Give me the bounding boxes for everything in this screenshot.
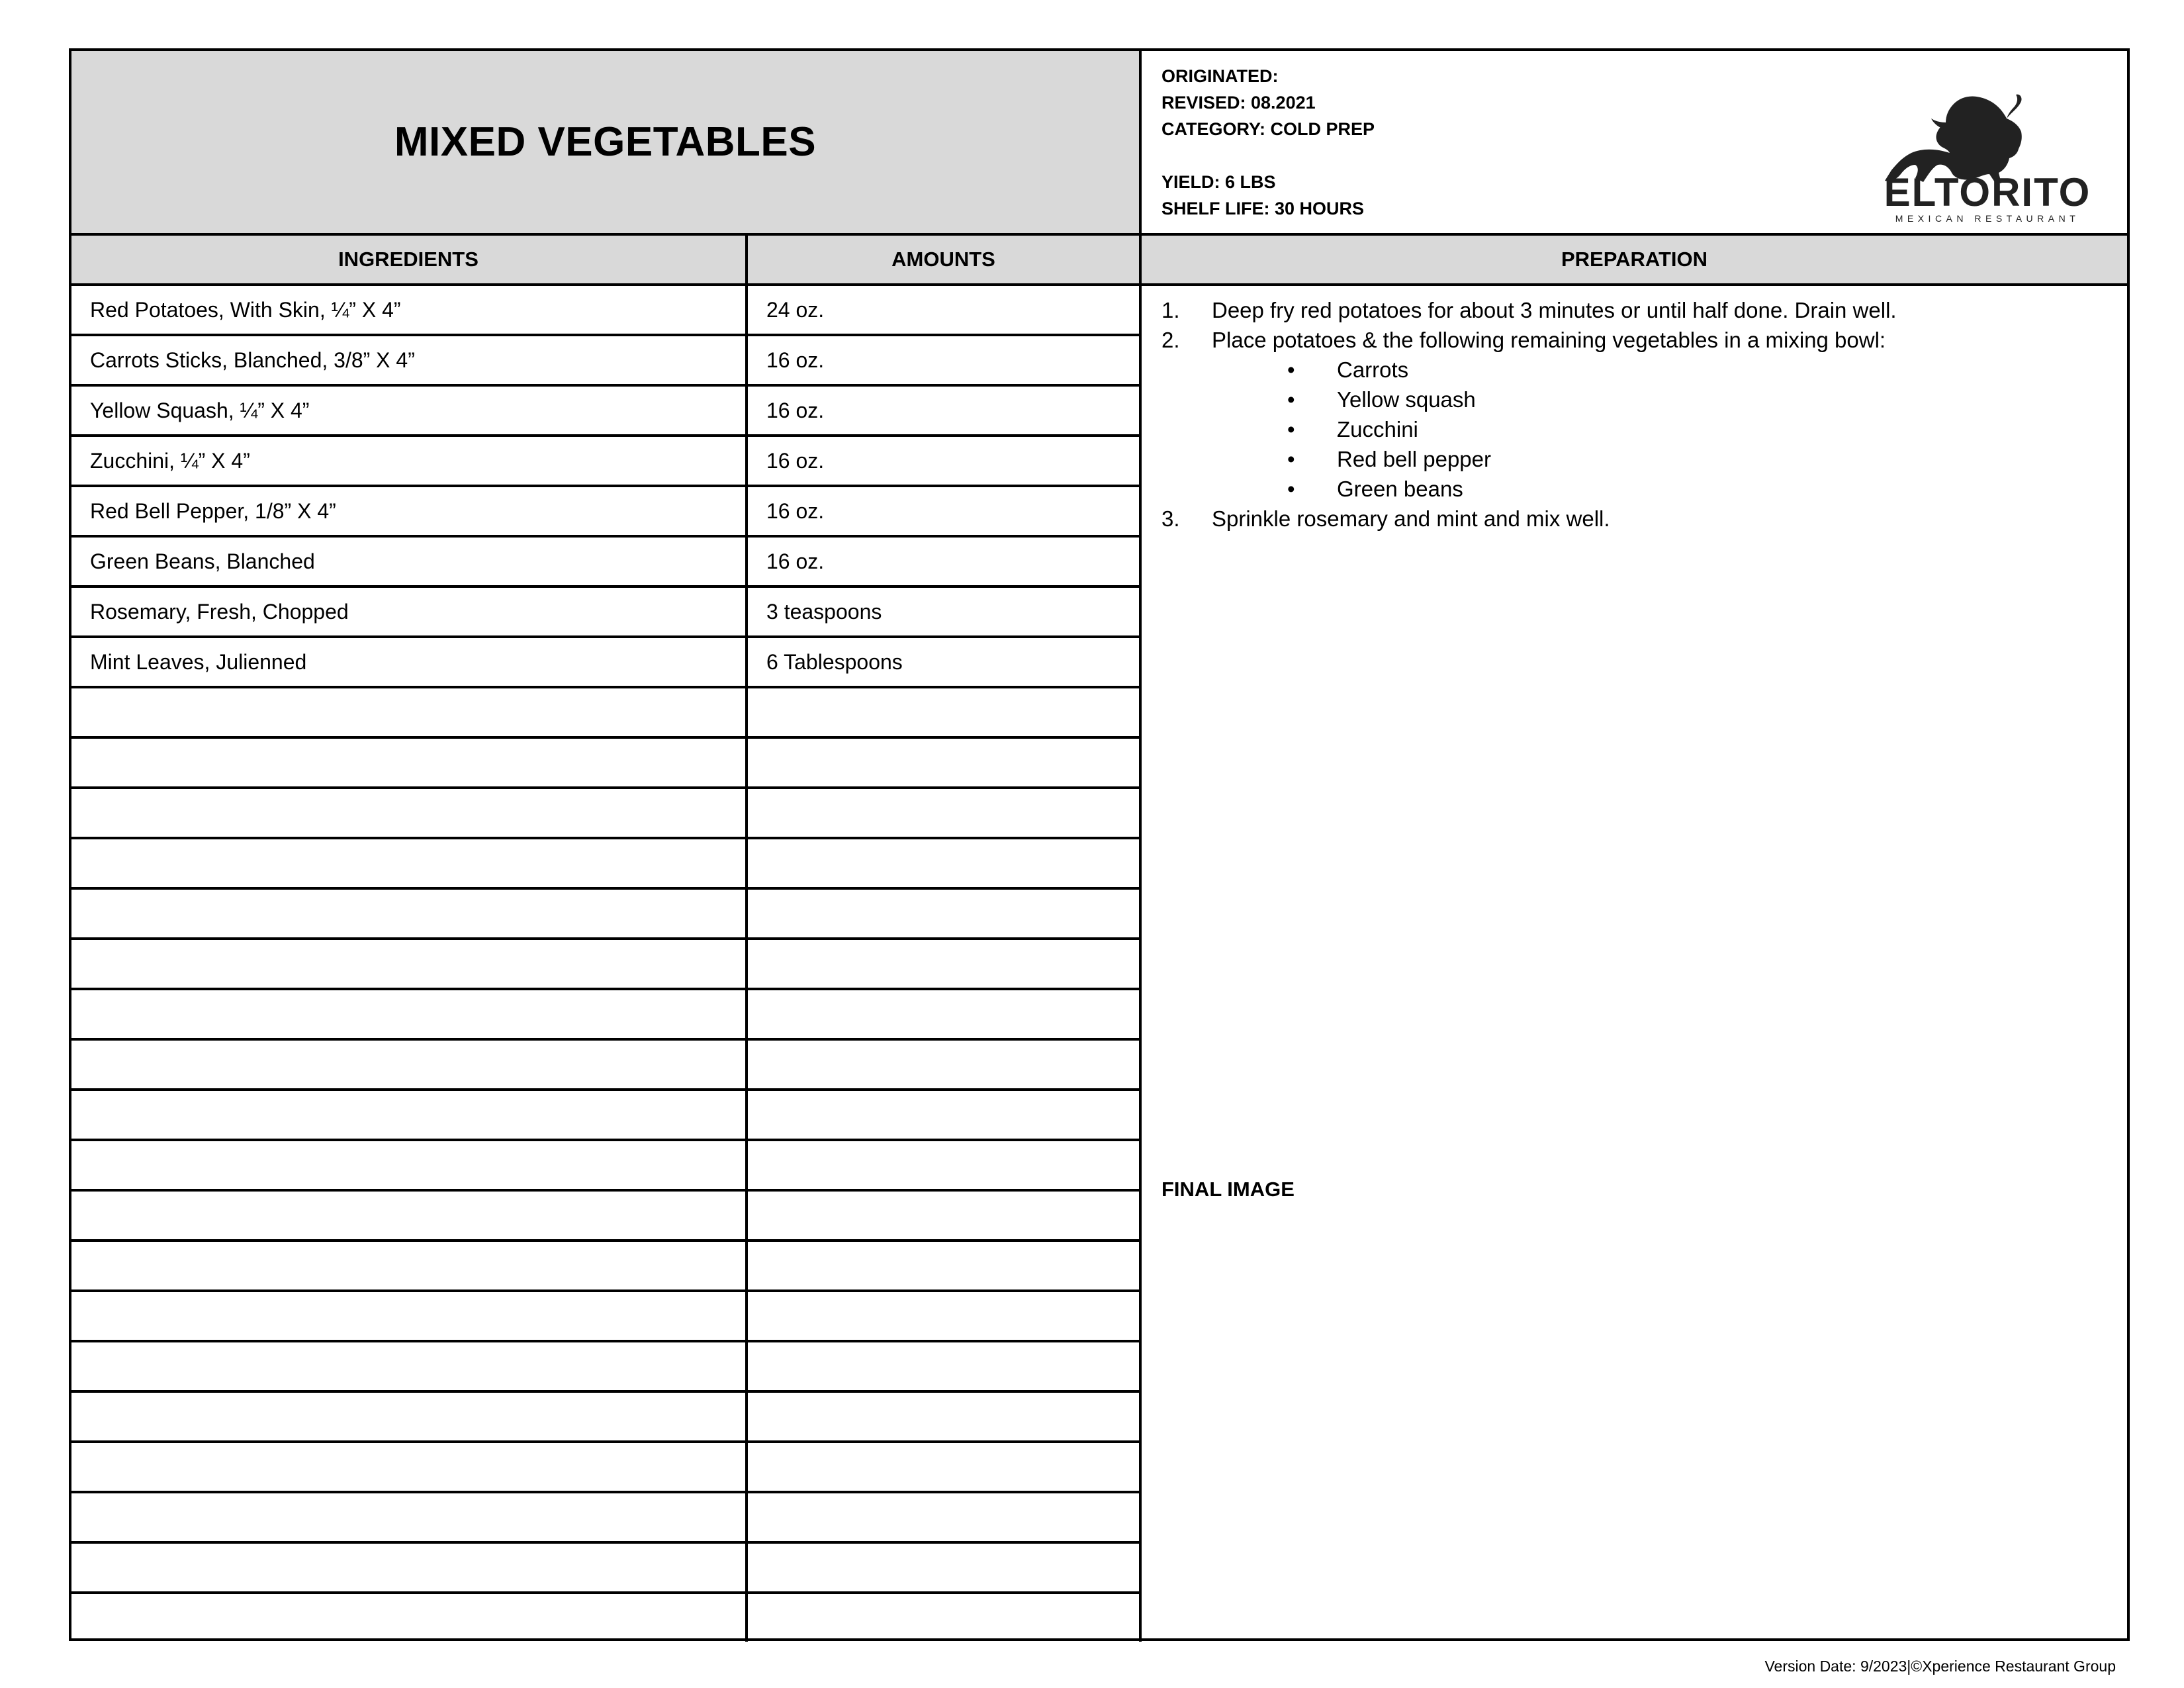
ingredient-amount <box>748 990 1142 1038</box>
table-row <box>71 1192 1142 1242</box>
table-row <box>71 1493 1142 1544</box>
ingredients-header: INGREDIENTS <box>71 236 748 286</box>
ingredient-amount: 24 oz. <box>748 286 1142 334</box>
ingredient-name <box>71 1443 748 1491</box>
table-row <box>71 739 1142 789</box>
step-text: Place potatoes & the following remaining vegetables in a mixing bowl: <box>1212 328 1886 352</box>
table-row <box>71 437 1142 487</box>
bullet-icon: • <box>1287 477 1295 501</box>
ingredient-amount <box>748 1393 1142 1440</box>
ingredient-name <box>71 789 748 837</box>
shelf-life-label: SHELF LIFE: 30 HOURS <box>1161 199 1365 218</box>
ingredient-amount: 16 oz. <box>748 487 1142 535</box>
ingredient-name <box>71 1141 748 1189</box>
ingredient-amount <box>748 1493 1142 1541</box>
ingredient-name <box>71 1242 748 1289</box>
step-number: 2. <box>1161 328 1180 352</box>
ingredient-name <box>71 1091 748 1139</box>
table-row <box>71 940 1142 990</box>
ingredient-name <box>71 1493 748 1541</box>
ingredient-amount: 16 oz. <box>748 387 1142 434</box>
list-item: • Carrots <box>1287 355 1897 385</box>
ingredient-name: Red Potatoes, With Skin, ¼” X 4” <box>71 286 748 334</box>
ingredient-amount: 16 oz. <box>748 538 1142 585</box>
ingredient-name <box>71 990 748 1038</box>
logo-wordmark: ELTORITO <box>1884 170 2091 214</box>
ingredient-amount <box>748 1041 1142 1088</box>
ingredient-amount: 16 oz. <box>748 336 1142 384</box>
table-row <box>71 990 1142 1041</box>
list-item: • Red bell pepper <box>1287 444 1897 474</box>
table-row <box>71 588 1142 638</box>
ingredient-amount <box>748 1594 1142 1642</box>
table-row <box>71 1544 1142 1594</box>
ingredient-amount <box>748 839 1142 887</box>
meta-block <box>1161 63 1375 222</box>
vegetable-list <box>1161 355 1897 504</box>
ingredient-name <box>71 940 748 988</box>
ingredient-name <box>71 1342 748 1390</box>
el-torito-logo <box>1872 75 2103 227</box>
ingredient-name: Mint Leaves, Julienned <box>71 638 748 686</box>
revised-label: REVISED: 08.2021 <box>1161 93 1316 113</box>
category-label: CATEGORY: COLD PREP <box>1161 119 1375 139</box>
ingredient-name: Rosemary, Fresh, Chopped <box>71 588 748 635</box>
ingredient-name <box>71 1393 748 1440</box>
table-row <box>71 387 1142 437</box>
table-row <box>71 839 1142 890</box>
ingredient-amount <box>748 940 1142 988</box>
table-row <box>71 1393 1142 1443</box>
ingredient-amount <box>748 1141 1142 1189</box>
ingredient-name <box>71 1544 748 1591</box>
list-item: • Zucchini <box>1287 414 1897 444</box>
ingredient-name: Yellow Squash, ¼” X 4” <box>71 387 748 434</box>
table-row <box>71 1091 1142 1141</box>
info-cell <box>1142 51 2127 236</box>
ingredient-amount <box>748 1192 1142 1239</box>
ingredients-table <box>71 286 1142 1642</box>
table-row <box>71 789 1142 839</box>
step-text: Deep fry red potatoes for about 3 minutes or until half done. Drain well. <box>1212 298 1897 322</box>
table-row <box>71 1594 1142 1642</box>
ingredient-amount <box>748 1443 1142 1491</box>
step-text: Sprinkle rosemary and mint and mix well. <box>1212 506 1610 531</box>
step-3 <box>1161 504 1897 534</box>
ingredient-name <box>71 1594 748 1642</box>
originated-label: ORIGINATED: <box>1161 66 1279 86</box>
table-row <box>71 1292 1142 1342</box>
ingredient-name: Green Beans, Blanched <box>71 538 748 585</box>
ingredient-name: Red Bell Pepper, 1/8” X 4” <box>71 487 748 535</box>
ingredient-name: Zucchini, ¼” X 4” <box>71 437 748 485</box>
recipe-sheet <box>69 48 2127 1638</box>
amounts-header: AMOUNTS <box>748 236 1142 286</box>
table-row <box>71 487 1142 538</box>
list-item: • Green beans <box>1287 474 1897 504</box>
table-row <box>71 1141 1142 1192</box>
table-row <box>71 890 1142 940</box>
ingredient-name: Carrots Sticks, Blanched, 3/8” X 4” <box>71 336 748 384</box>
step-2 <box>1161 325 1897 355</box>
ingredient-amount <box>748 1292 1142 1340</box>
table-row <box>71 336 1142 387</box>
final-image-label: FINAL IMAGE <box>1161 1178 1295 1201</box>
ingredient-amount <box>748 890 1142 937</box>
table-row <box>71 286 1142 336</box>
table-row <box>71 1041 1142 1091</box>
ingredient-name <box>71 839 748 887</box>
ingredient-amount <box>748 1242 1142 1289</box>
ingredient-amount <box>748 1342 1142 1390</box>
yield-label: YIELD: 6 LBS <box>1161 172 1276 192</box>
step-1 <box>1161 295 1897 325</box>
list-item: • Yellow squash <box>1287 385 1897 414</box>
ingredient-name <box>71 1192 748 1239</box>
table-row <box>71 538 1142 588</box>
ingredient-name <box>71 688 748 736</box>
bullet-icon: • <box>1287 417 1295 442</box>
preparation-header: PREPARATION <box>1142 236 2127 286</box>
title-cell <box>71 51 1142 236</box>
ingredient-amount <box>748 688 1142 736</box>
version-footer: Version Date: 9/2023|©Xperience Restaurant Group <box>1764 1658 2116 1675</box>
recipe-grid <box>69 48 2130 1641</box>
ingredient-amount: 3 teaspoons <box>748 588 1142 635</box>
bullet-icon: • <box>1287 447 1295 471</box>
bullet-icon: • <box>1287 357 1295 382</box>
ingredient-amount <box>748 739 1142 786</box>
ingredient-amount <box>748 789 1142 837</box>
step-number: 3. <box>1161 506 1180 531</box>
ingredient-name <box>71 1292 748 1340</box>
step-number: 1. <box>1161 298 1180 322</box>
table-row <box>71 688 1142 739</box>
ingredient-amount: 16 oz. <box>748 437 1142 485</box>
ingredient-name <box>71 890 748 937</box>
preparation-steps <box>1161 295 1897 534</box>
table-row <box>71 638 1142 688</box>
table-row <box>71 1443 1142 1493</box>
ingredient-amount <box>748 1091 1142 1139</box>
table-row <box>71 1342 1142 1393</box>
ingredient-amount <box>748 1544 1142 1591</box>
preparation-cell <box>1142 286 2127 1638</box>
ingredient-name <box>71 1041 748 1088</box>
ingredient-name <box>71 739 748 786</box>
recipe-title: MIXED VEGETABLES <box>394 119 817 165</box>
bullet-icon: • <box>1287 387 1295 412</box>
logo-tagline: MEXICAN RESTAURANT <box>1895 213 2080 224</box>
table-row <box>71 1242 1142 1292</box>
ingredient-amount: 6 Tablespoons <box>748 638 1142 686</box>
